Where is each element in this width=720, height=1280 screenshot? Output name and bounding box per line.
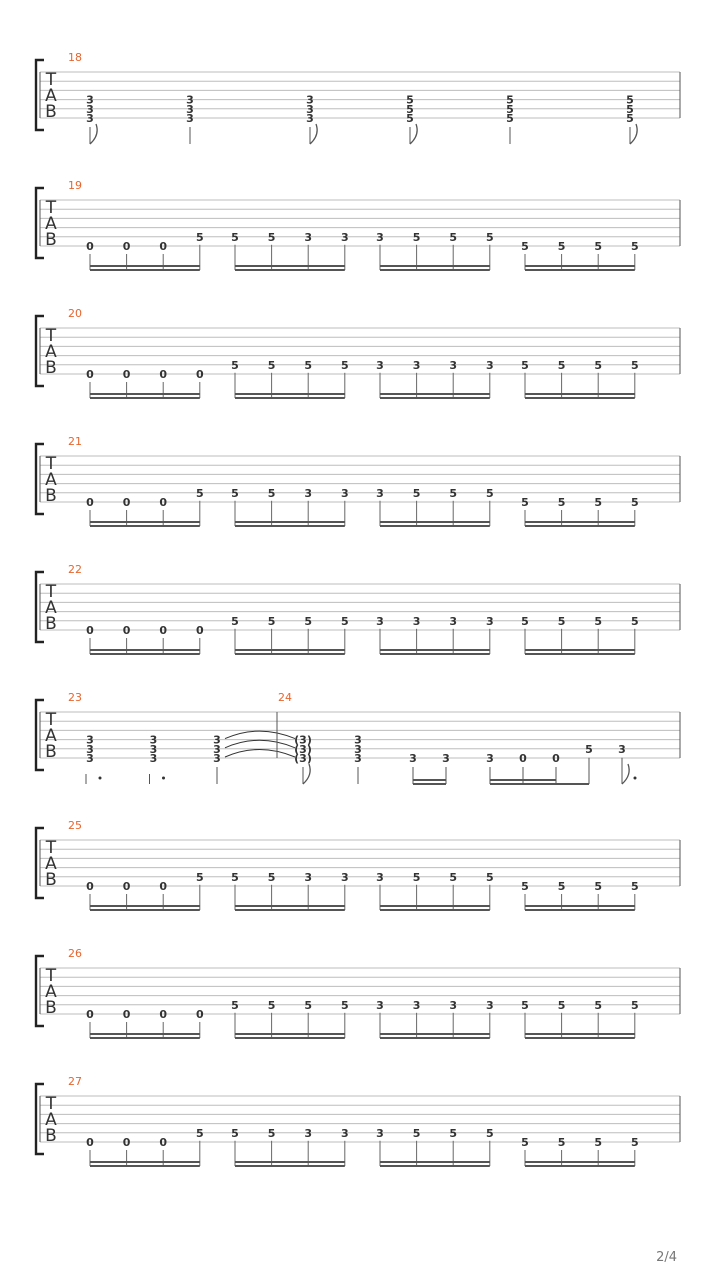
fret-number: 5 bbox=[485, 1126, 494, 1140]
fret-number: 5 bbox=[521, 880, 529, 893]
fret-number: 3 bbox=[86, 93, 94, 107]
fret-number: 3 bbox=[376, 998, 384, 1012]
fret-number: 0 bbox=[159, 624, 168, 637]
fret-number: 3 bbox=[412, 614, 421, 628]
fret-number: 5 bbox=[449, 870, 458, 884]
fret-number: 0 bbox=[122, 240, 131, 253]
fret-number: 5 bbox=[449, 486, 458, 500]
tab-system bbox=[36, 307, 680, 398]
fret-number: 3 bbox=[412, 998, 421, 1012]
fret-number: 5 bbox=[485, 230, 494, 244]
fret-number: 5 bbox=[594, 880, 603, 893]
fret-number: 3 bbox=[354, 752, 362, 765]
tab-clef-letter: T bbox=[45, 710, 57, 730]
fret-number: 0 bbox=[86, 1136, 94, 1149]
fret-number: 0 bbox=[159, 496, 168, 509]
tab-clef-letter: T bbox=[45, 70, 57, 90]
fret-number: 3 bbox=[376, 486, 384, 500]
tie-arc bbox=[225, 750, 295, 758]
tab-clef-letter: B bbox=[45, 870, 57, 890]
fret-number: 3 bbox=[376, 1126, 384, 1140]
tab-clef-letter: B bbox=[45, 358, 57, 378]
measure-number: 26 bbox=[68, 947, 82, 960]
fret-number: 0 bbox=[195, 624, 204, 637]
fret-number: 0 bbox=[86, 624, 94, 637]
fret-number: 3 bbox=[376, 614, 384, 628]
fret-number: 3 bbox=[449, 358, 458, 372]
fret-number: 5 bbox=[630, 880, 639, 893]
fret-number: (3) bbox=[294, 742, 312, 756]
fret-number: 5 bbox=[521, 358, 529, 372]
fret-number: 3 bbox=[304, 870, 313, 884]
fret-number: 3 bbox=[186, 102, 194, 116]
fret-number: 3 bbox=[340, 230, 349, 244]
fret-number: 5 bbox=[630, 358, 639, 372]
note-flag bbox=[622, 764, 629, 784]
fret-number: 0 bbox=[159, 1008, 168, 1021]
fret-number: 5 bbox=[267, 486, 276, 500]
note-flag bbox=[90, 124, 97, 144]
fret-number: 3 bbox=[306, 112, 314, 125]
tie-arc bbox=[225, 740, 295, 748]
fret-number: 0 bbox=[195, 1008, 204, 1021]
tab-clef-letter: A bbox=[45, 86, 57, 106]
fret-number: 5 bbox=[557, 614, 566, 628]
fret-number: 3 bbox=[306, 102, 314, 116]
fret-number: (3) bbox=[294, 752, 312, 765]
fret-number: 5 bbox=[406, 93, 414, 107]
fret-number: 5 bbox=[195, 870, 204, 884]
fret-number: 3 bbox=[306, 93, 314, 107]
fret-number: 0 bbox=[159, 880, 168, 893]
tab-clef-letter: A bbox=[45, 982, 57, 1002]
fret-number: 5 bbox=[231, 870, 239, 884]
tab-system bbox=[36, 819, 680, 910]
fret-number: 5 bbox=[267, 998, 276, 1012]
fret-number: 5 bbox=[231, 998, 239, 1012]
note-flag bbox=[303, 764, 310, 784]
fret-number: 0 bbox=[122, 368, 131, 381]
fret-number: 3 bbox=[376, 230, 384, 244]
fret-number: 3 bbox=[213, 752, 221, 765]
tab-clef-letter: T bbox=[45, 582, 57, 602]
fret-number: 3 bbox=[485, 358, 494, 372]
fret-number: 5 bbox=[304, 358, 313, 372]
fret-number: 3 bbox=[340, 1126, 349, 1140]
fret-number: 3 bbox=[304, 230, 313, 244]
fret-number: 5 bbox=[231, 614, 239, 628]
tab-clef-letter: B bbox=[45, 742, 57, 762]
fret-number: 5 bbox=[412, 230, 421, 244]
fret-number: 3 bbox=[86, 742, 94, 756]
fret-number: 5 bbox=[340, 998, 349, 1012]
tab-system bbox=[36, 179, 680, 270]
fret-number: 5 bbox=[231, 1126, 239, 1140]
fret-number: 5 bbox=[304, 614, 313, 628]
fret-number: 0 bbox=[122, 1136, 131, 1149]
tab-clef-letter: B bbox=[45, 486, 57, 506]
fret-number: 0 bbox=[195, 368, 204, 381]
fret-number: 5 bbox=[485, 870, 494, 884]
fret-number: 5 bbox=[449, 230, 458, 244]
fret-number: 5 bbox=[340, 358, 349, 372]
measure-number: 25 bbox=[68, 819, 82, 832]
fret-number: 5 bbox=[485, 486, 494, 500]
tab-clef-letter: A bbox=[45, 726, 57, 746]
measure-number: 23 bbox=[68, 691, 82, 704]
fret-number: 5 bbox=[630, 998, 639, 1012]
fret-number: 5 bbox=[594, 358, 603, 372]
tab-clef-letter: B bbox=[45, 230, 57, 250]
fret-number: 5 bbox=[195, 1126, 204, 1140]
measure-number: 27 bbox=[68, 1075, 82, 1088]
fret-number: 3 bbox=[304, 486, 313, 500]
note-flag bbox=[630, 124, 637, 144]
page-number: 2/4 bbox=[656, 1250, 677, 1265]
fret-number: 3 bbox=[449, 614, 458, 628]
fret-number: 0 bbox=[122, 496, 131, 509]
fret-number: 3 bbox=[376, 870, 384, 884]
measure-number: 24 bbox=[278, 691, 292, 704]
fret-number: 5 bbox=[506, 112, 514, 125]
fret-number: 5 bbox=[521, 496, 529, 509]
tab-system bbox=[36, 947, 680, 1038]
fret-number: 3 bbox=[354, 742, 362, 756]
note-flag bbox=[410, 124, 417, 144]
fret-number: 5 bbox=[231, 358, 239, 372]
fret-number: 5 bbox=[412, 1126, 421, 1140]
fret-number: 3 bbox=[412, 358, 421, 372]
fret-number: 5 bbox=[630, 240, 639, 253]
tab-clef-letter: B bbox=[45, 998, 57, 1018]
fret-number: 5 bbox=[521, 614, 529, 628]
tab-system bbox=[36, 691, 680, 784]
fret-number: 0 bbox=[552, 752, 560, 765]
fret-number: 5 bbox=[557, 496, 566, 509]
fret-number: 5 bbox=[594, 240, 603, 253]
fret-number: 3 bbox=[86, 752, 94, 765]
fret-number: 0 bbox=[86, 880, 94, 893]
fret-number: 3 bbox=[618, 742, 626, 756]
fret-number: 5 bbox=[267, 870, 276, 884]
tab-system bbox=[36, 435, 680, 526]
tab-system bbox=[36, 1075, 680, 1166]
fret-number: 3 bbox=[149, 733, 158, 747]
measure-number: 22 bbox=[68, 563, 82, 576]
fret-number: 3 bbox=[442, 752, 450, 765]
fret-number: 5 bbox=[630, 496, 639, 509]
fret-number: 5 bbox=[594, 1136, 603, 1149]
fret-number: 0 bbox=[86, 240, 94, 253]
tab-clef-letter: T bbox=[45, 454, 57, 474]
fret-number: 5 bbox=[231, 230, 239, 244]
tab-clef-letter: T bbox=[45, 198, 57, 218]
fret-number: 5 bbox=[412, 486, 421, 500]
measure-number: 21 bbox=[68, 435, 82, 448]
fret-number: 5 bbox=[626, 102, 634, 116]
fret-number: 0 bbox=[122, 1008, 131, 1021]
fret-number: 3 bbox=[486, 752, 494, 765]
fret-number: 5 bbox=[231, 486, 239, 500]
dot bbox=[634, 777, 637, 780]
fret-number: 5 bbox=[195, 486, 204, 500]
tab-clef-letter: A bbox=[45, 214, 57, 234]
tab-clef-letter: A bbox=[45, 854, 57, 874]
fret-number: 3 bbox=[213, 733, 221, 747]
fret-number: 3 bbox=[340, 486, 349, 500]
fret-number: 3 bbox=[409, 752, 417, 765]
fret-number: 0 bbox=[122, 624, 131, 637]
fret-number: 5 bbox=[630, 614, 639, 628]
fret-number: 5 bbox=[557, 1136, 566, 1149]
fret-number: 5 bbox=[195, 230, 204, 244]
tab-clef-letter: T bbox=[45, 326, 57, 346]
fret-number: 5 bbox=[557, 358, 566, 372]
tab-clef-letter: B bbox=[45, 102, 57, 122]
fret-number: 0 bbox=[159, 1136, 168, 1149]
fret-number: 3 bbox=[149, 752, 158, 765]
dot bbox=[99, 777, 102, 780]
fret-number: 5 bbox=[521, 998, 529, 1012]
fret-number: 3 bbox=[340, 870, 349, 884]
tab-clef-letter: B bbox=[45, 1126, 57, 1146]
fret-number: 5 bbox=[267, 230, 276, 244]
fret-number: 3 bbox=[449, 998, 458, 1012]
fret-number: (3) bbox=[294, 733, 312, 747]
fret-number: 3 bbox=[86, 102, 94, 116]
fret-number: 5 bbox=[267, 614, 276, 628]
fret-number: 3 bbox=[186, 93, 194, 107]
fret-number: 3 bbox=[485, 998, 494, 1012]
fret-number: 0 bbox=[519, 752, 527, 765]
fret-number: 3 bbox=[485, 614, 494, 628]
tab-clef-letter: T bbox=[45, 1094, 57, 1114]
fret-number: 5 bbox=[626, 93, 634, 107]
fret-number: 3 bbox=[186, 112, 194, 125]
fret-number: 5 bbox=[506, 102, 514, 116]
fret-number: 0 bbox=[159, 368, 168, 381]
tab-system bbox=[36, 563, 680, 654]
tab-clef-letter: A bbox=[45, 1110, 57, 1130]
fret-number: 5 bbox=[594, 998, 603, 1012]
tab-clef-letter: A bbox=[45, 598, 57, 618]
tab-clef-letter: T bbox=[45, 838, 57, 858]
measure-number: 19 bbox=[68, 179, 82, 192]
tab-clef-letter: A bbox=[45, 342, 57, 362]
fret-number: 3 bbox=[304, 1126, 313, 1140]
fret-number: 5 bbox=[557, 240, 566, 253]
fret-number: 3 bbox=[213, 742, 221, 756]
fret-number: 3 bbox=[86, 733, 94, 747]
dot bbox=[162, 777, 165, 780]
fret-number: 5 bbox=[449, 1126, 458, 1140]
fret-number: 5 bbox=[406, 102, 414, 116]
fret-number: 5 bbox=[267, 1126, 276, 1140]
fret-number: 5 bbox=[557, 880, 566, 893]
fret-number: 5 bbox=[594, 496, 603, 509]
fret-number: 5 bbox=[521, 240, 529, 253]
fret-number: 0 bbox=[86, 496, 94, 509]
fret-number: 5 bbox=[521, 1136, 529, 1149]
fret-number: 3 bbox=[354, 733, 362, 747]
fret-number: 5 bbox=[630, 1136, 639, 1149]
fret-number: 5 bbox=[594, 614, 603, 628]
note-flag bbox=[310, 124, 317, 144]
tab-clef-letter: A bbox=[45, 470, 57, 490]
fret-number: 3 bbox=[149, 742, 158, 756]
fret-number: 0 bbox=[86, 368, 94, 381]
tab-system bbox=[36, 51, 680, 144]
fret-number: 0 bbox=[122, 880, 131, 893]
fret-number: 3 bbox=[86, 112, 94, 125]
fret-number: 5 bbox=[626, 112, 634, 125]
fret-number: 5 bbox=[406, 112, 414, 125]
fret-number: 5 bbox=[304, 998, 313, 1012]
measure-number: 20 bbox=[68, 307, 82, 320]
fret-number: 5 bbox=[557, 998, 566, 1012]
fret-number: 5 bbox=[585, 742, 593, 756]
fret-number: 5 bbox=[340, 614, 349, 628]
fret-number: 5 bbox=[412, 870, 421, 884]
tie-arc bbox=[225, 731, 295, 739]
fret-number: 5 bbox=[267, 358, 276, 372]
fret-number: 5 bbox=[506, 93, 514, 107]
fret-number: 0 bbox=[86, 1008, 94, 1021]
fret-number: 3 bbox=[376, 358, 384, 372]
measure-number: 18 bbox=[68, 51, 82, 64]
tab-clef-letter: T bbox=[45, 966, 57, 986]
tab-clef-letter: B bbox=[45, 614, 57, 634]
fret-number: 0 bbox=[159, 240, 168, 253]
